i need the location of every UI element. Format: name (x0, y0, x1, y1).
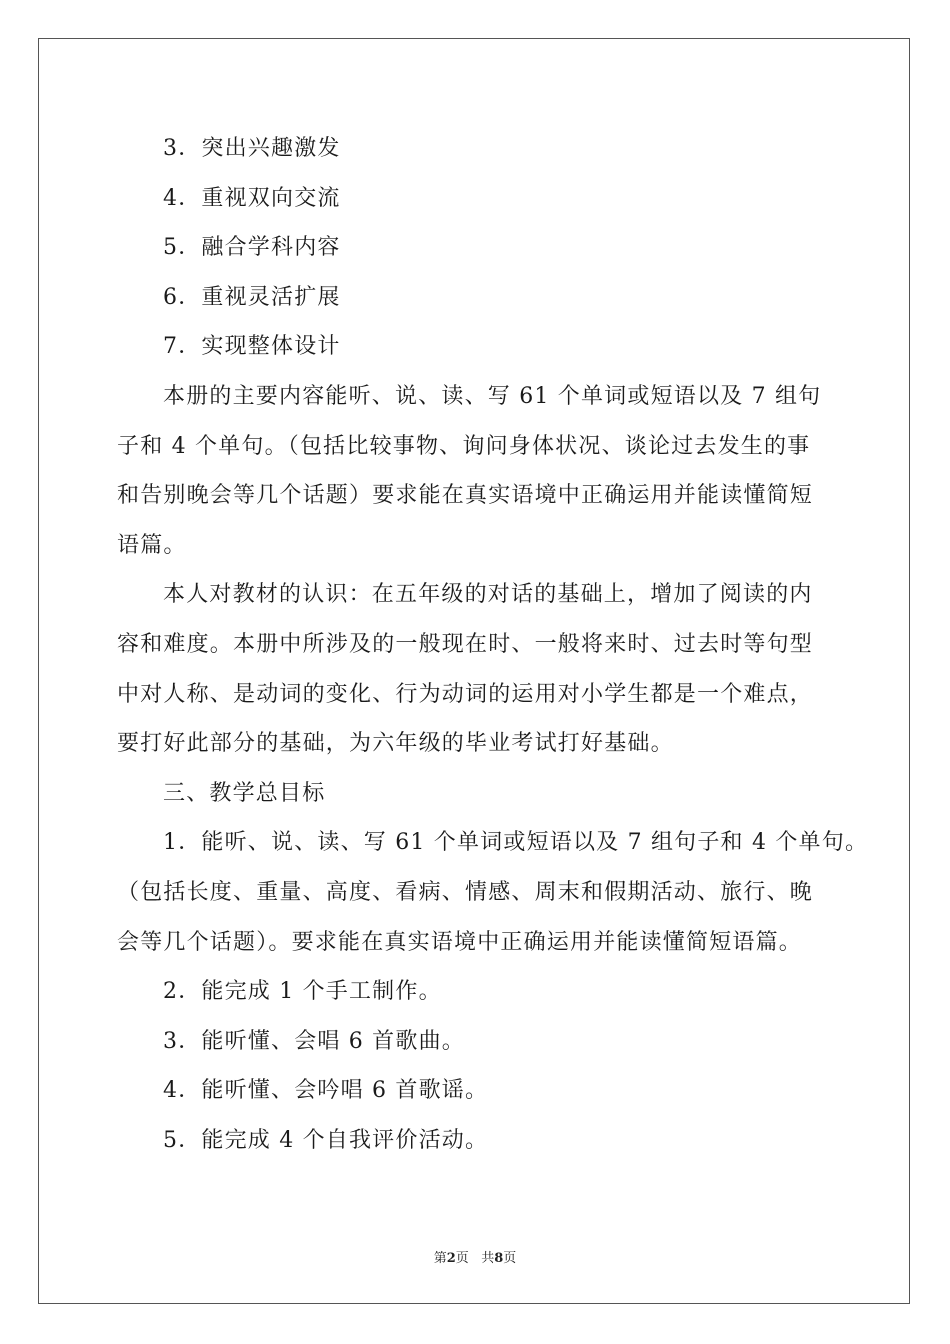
paragraph-line: 中对人称、是动词的变化、行为动词的运用对小学生都是一个难点， (117, 681, 814, 707)
footer-total-prefix: 共 (481, 1251, 495, 1266)
text-line: 7．实现整体设计 (163, 334, 341, 360)
paragraph-line: 和告别晚会等几个话题）要求能在真实语境中正确运用并能读懂简短 (117, 483, 814, 509)
page-footer (0, 1247, 950, 1266)
paragraph-line: 会等几个话题）。要求能在真实语境中正确运用并能读懂简短语篇。 (117, 929, 803, 955)
paragraph-line: （包括长度、重量、高度、看病、情感、周末和假期活动、旅行、晚 (117, 879, 814, 905)
footer-total-pages: 8 (494, 1251, 504, 1266)
paragraph-line: 1．能听、说、读、写 61 个单词或短语以及 7 组句子和 4 个单句。 (163, 830, 869, 856)
footer-total-suffix: 页 (503, 1251, 517, 1266)
paragraph-line: 容和难度。本册中所涉及的一般现在时、一般将来时、过去时等句型 (117, 631, 814, 657)
text-line: 4．重视双向交流 (163, 185, 341, 211)
section-heading: 三、教学总目标 (163, 780, 326, 806)
paragraph-line: 语篇。 (117, 532, 187, 558)
text-line: 2．能完成 1 个手工制作。 (163, 979, 442, 1005)
footer-current-page: 2 (446, 1251, 456, 1266)
text-line: 5．能完成 4 个自我评价活动。 (163, 1127, 489, 1153)
document-body (117, 124, 869, 1165)
footer-prefix: 第 (433, 1251, 447, 1266)
paragraph-line: 本人对教材的认识：在五年级的对话的基础上，增加了阅读的内 (163, 582, 813, 608)
text-line: 6．重视灵活扩展 (163, 284, 341, 310)
paragraph-line: 子和 4 个单句。（包括比较事物、询问身体状况、谈论过去发生的事 (117, 433, 811, 459)
text-line: 3．突出兴趣激发 (163, 136, 341, 161)
text-line: 4．能听懂、会吟唱 6 首歌谣。 (163, 1078, 489, 1104)
paragraph-line: 要打好此部分的基础，为六年级的毕业考试打好基础。 (117, 731, 674, 757)
text-line: 3．能听懂、会唱 6 首歌曲。 (163, 1028, 465, 1054)
text-line: 5．融合学科内容 (163, 235, 341, 261)
paragraph-line: 本册的主要内容能听、说、读、写 61 个单词或短语以及 7 组句 (163, 383, 822, 409)
footer-page-suffix: 页 (455, 1251, 469, 1266)
